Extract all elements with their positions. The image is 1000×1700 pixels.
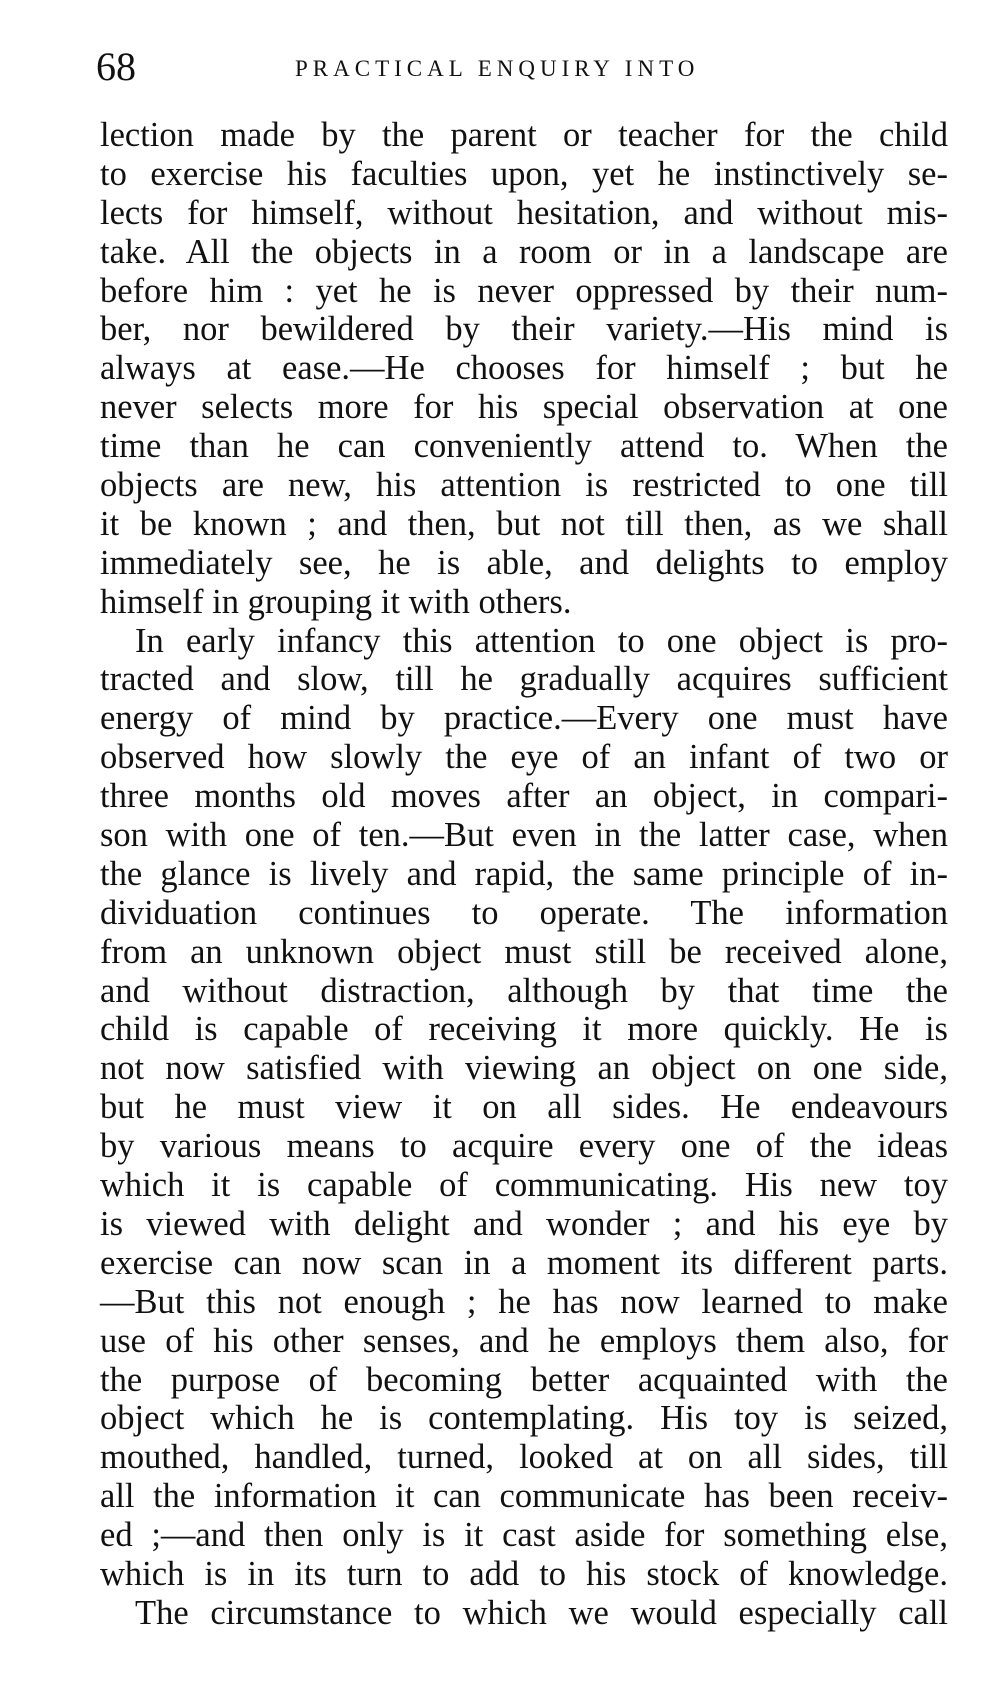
text-line: lection made by the parent or teacher for the child [100,116,948,154]
text-line: but he must view it on all sides. He endeavours [100,1088,948,1127]
running-head [96,42,948,98]
text-line: which it is capable of communicating. His new toy [100,1166,948,1205]
text-line: the purpose of becoming better acquainted with the [100,1360,948,1399]
text-line: is viewed with delight and wonder ; and his eye by [100,1204,948,1243]
text-line: child is capable of receiving it more quickly. He is [100,1010,948,1049]
text-line: objects are new, his attention is restricted to one till [100,466,948,505]
text-line: exercise can now scan in a moment its different parts. [100,1243,948,1282]
text-line: always at ease.—He chooses for himself ; but he [100,349,948,388]
paragraph-start-line: In early infancy this attention to one object is pro- [135,621,948,660]
text-line: by various means to acquire every one of the ideas [100,1127,948,1166]
text-line: time than he can conveniently attend to. When the [100,427,948,466]
text-line: use of his other senses, and he employs them also, for [100,1321,948,1360]
paragraph-end-line: which is in its turn to add to his stock of knowledge. [100,1554,948,1593]
text-line: energy of mind by practice.—Every one must have [100,699,948,738]
text-line: tracted and slow, till he gradually acquires sufficient [100,660,948,699]
text-line: before him : yet he is never oppressed by their num- [100,271,948,310]
text-line: all the information it can communicate has been receiv- [100,1477,948,1516]
text-line: ed ;—and then only is it cast aside for something else, [100,1516,948,1555]
text-line: ber, nor bewildered by their variety.—His mind is [100,310,948,349]
text-line: to exercise his faculties upon, yet he instinctively se- [100,154,948,193]
text-line: three months old moves after an object, in compari- [100,777,948,816]
book-page [96,42,948,1633]
text-line: observed how slowly the eye of an infant of two or [100,738,948,777]
running-title: PRACTICAL ENQUIRY INTO [295,56,700,81]
text-line: —But this not enough ; he has now learned to make [100,1282,948,1321]
body-text [100,116,948,1633]
text-line: take. All the objects in a room or in a landscape are [100,232,948,271]
text-line: not now satisfied with viewing an object on one side, [100,1049,948,1088]
text-line: mouthed, handled, turned, looked at on all sides, till [100,1438,948,1477]
text-line: from an unknown object must still be received alone, [100,932,948,971]
page-number: 68 [96,44,136,89]
text-line: the glance is lively and rapid, the same principle of in- [100,854,948,893]
text-line: and without distraction, although by that time the [100,971,948,1010]
paragraph-start-line: The circumstance to which we would especially call [135,1593,948,1632]
text-line: it be known ; and then, but not till then, as we shall [100,504,948,543]
text-line: never selects more for his special observation at one [100,388,948,427]
text-line: object which he is contemplating. His toy is seized, [100,1399,948,1438]
text-line: immediately see, he is able, and delights to employ [100,543,948,582]
text-line: son with one of ten.—But even in the latter case, when [100,816,948,855]
paragraph-end-line: himself in grouping it with others. [100,582,572,621]
text-line: lects for himself, without hesitation, and without mis- [100,193,948,232]
text-line: dividuation continues to operate. The information [100,893,948,932]
